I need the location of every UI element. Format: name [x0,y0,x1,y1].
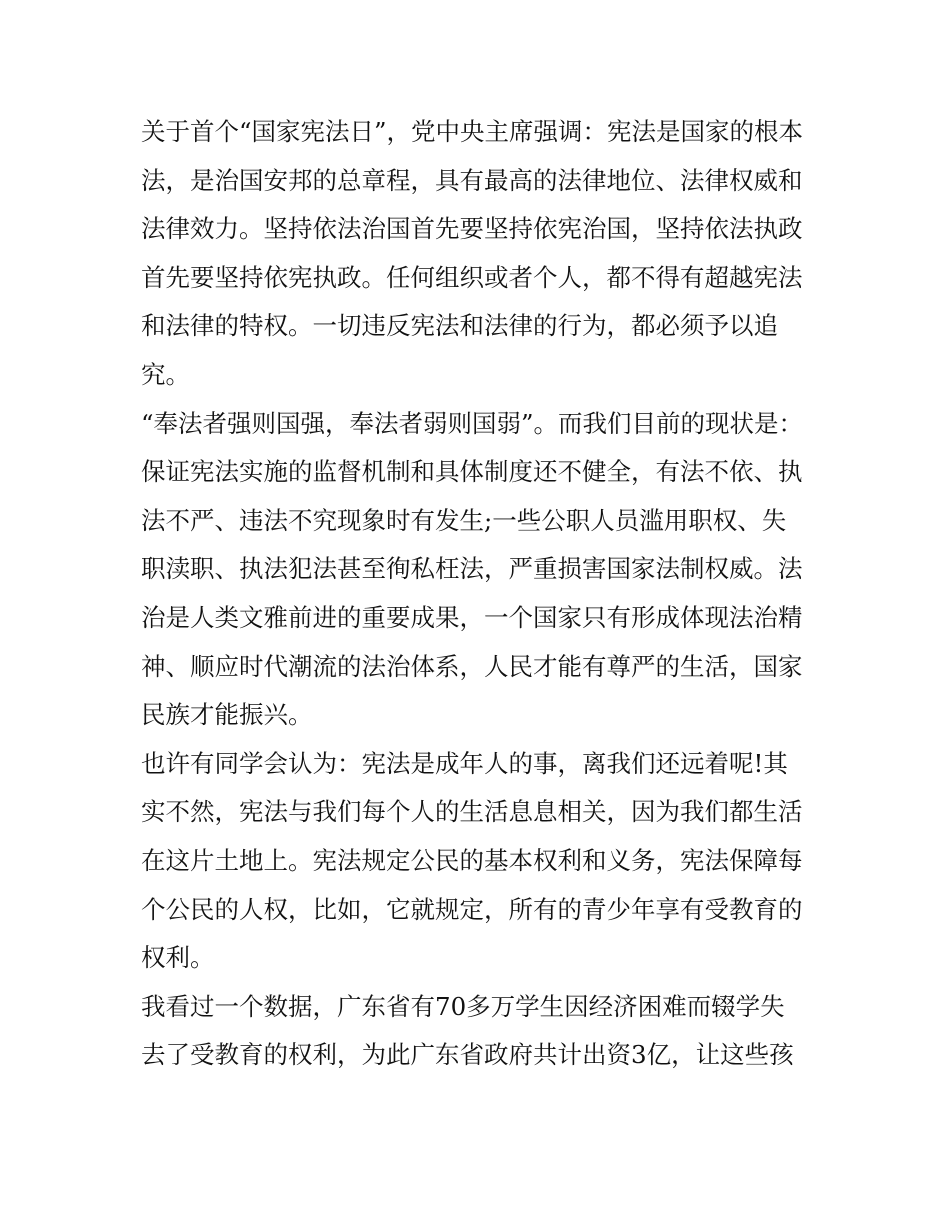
text-line: 也许有同学会认为：宪法是成年人的事，离我们还远着呢!其 [141,748,788,778]
text-line: 究。 [141,359,190,389]
text-line: 去了受教育的权利，为此广东省政府共计出资3亿，让这些孩 [141,1040,794,1070]
document-body [141,108,821,1080]
text-line: 职渎职、执法犯法甚至徇私枉法，严重损害国家法制权威。法 [141,554,803,584]
text-line: 在这片土地上。宪法规定公民的基本权利和义务，宪法保障每 [141,845,803,875]
text-line: 民族才能振兴。 [141,700,313,730]
text-line: 我看过一个数据，广东省有70多万学生因经济困难而辍学失 [141,991,785,1021]
text-line: 神、顺应时代潮流的法治体系，人民才能有尊严的生活，国家 [141,651,803,681]
text-line: 个公民的人权，比如，它就规定，所有的青少年享有受教育的 [141,894,803,924]
text-line: 关于首个“国家宪法日”，党中央主席强调：宪法是国家的根本 [141,117,804,146]
text-line: 法，是治国安邦的总章程，具有最高的法律地位、法律权威和 [141,165,803,195]
text-line: 实不然，宪法与我们每个人的生活息息相关，因为我们都生活 [141,797,803,827]
text-line: 法律效力。坚持依法治国首先要坚持依宪治国，坚持依法执政 [141,214,803,244]
text-line: 治是人类文雅前进的重要成果，一个国家只有形成体现法治精 [141,602,803,632]
text-line: 保证宪法实施的监督机制和具体制度还不健全，有法不依、执 [141,457,803,487]
text-line: 权利。 [141,943,215,973]
text-line: 法不严、违法不究现象时有发生;一些公职人员滥用职权、失 [141,505,787,535]
text-line: “奉法者强则国强，奉法者弱则国弱”。而我们目前的现状是： [141,408,804,438]
text-line: 首先要坚持依宪执政。任何组织或者个人，都不得有超越宪法 [141,262,803,292]
text-line: 和法律的特权。一切违反宪法和法律的行为，都必须予以追 [141,311,778,341]
